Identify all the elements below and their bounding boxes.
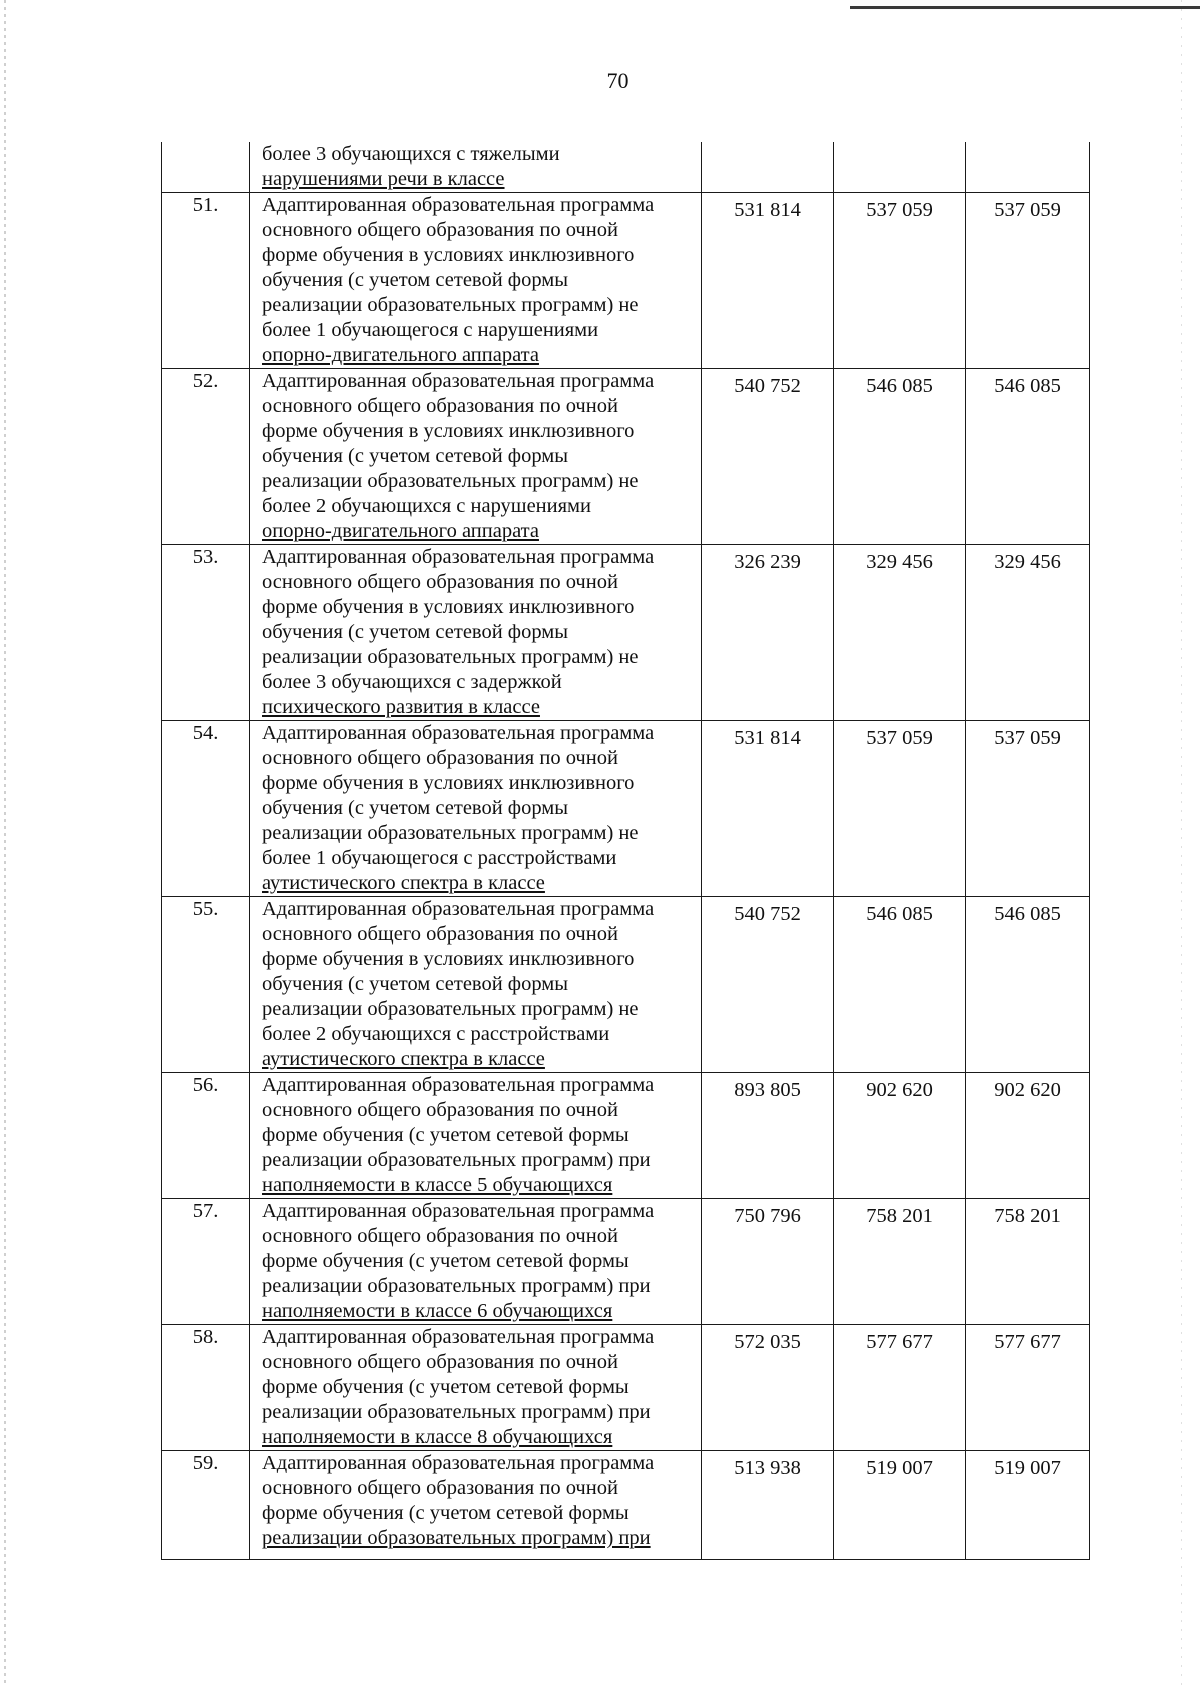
description-line: реализации образовательных программ) при (262, 1401, 651, 1423)
value-year-2: 902 620 (834, 1073, 966, 1199)
value-year-2 (834, 142, 966, 193)
scan-edge-right (1181, 0, 1182, 1686)
description-line: обучения (с учетом сетевой формы (262, 797, 569, 819)
description-line: Адаптированная образовательная программа (262, 194, 655, 216)
row-number: 51. (162, 193, 250, 369)
description-line: основного общего образования по очной (262, 1099, 618, 1121)
description-line: реализации образовательных программ) при (262, 1149, 651, 1171)
description-line: форме обучения (с учетом сетевой формы (262, 1250, 629, 1272)
value-year-1 (702, 142, 834, 193)
description-line: наполняемости в классе 6 обучающихся (262, 1300, 613, 1322)
table-row (162, 1073, 1090, 1199)
value-year-2: 519 007 (834, 1451, 966, 1560)
value-year-1: 540 752 (702, 897, 834, 1073)
description-line: нарушениями речи в классе (262, 168, 505, 190)
description-line: основного общего образования по очной (262, 395, 618, 417)
description-line: опорно-двигательного аппарата (262, 344, 539, 366)
value-year-2: 329 456 (834, 545, 966, 721)
description-line: более 1 обучающегося с нарушениями (262, 319, 599, 341)
row-number: 54. (162, 721, 250, 897)
program-description (250, 1073, 702, 1199)
description-line: более 2 обучающихся с нарушениями (262, 495, 592, 517)
program-description (250, 1451, 702, 1560)
table-row (162, 142, 1090, 193)
description-line: реализации образовательных программ) не (262, 646, 639, 668)
program-description (250, 545, 702, 721)
value-year-2: 537 059 (834, 721, 966, 897)
description-line: основного общего образования по очной (262, 1225, 618, 1247)
program-description (250, 721, 702, 897)
value-year-2: 546 085 (834, 897, 966, 1073)
table-row (162, 545, 1090, 721)
value-year-3: 546 085 (966, 897, 1090, 1073)
description-line: реализации образовательных программ) при (262, 1527, 651, 1549)
description-line: основного общего образования по очной (262, 747, 618, 769)
value-year-2: 546 085 (834, 369, 966, 545)
description-line: наполняемости в классе 8 обучающихся (262, 1426, 613, 1448)
description-line: реализации образовательных программ) не (262, 998, 639, 1020)
value-year-3: 902 620 (966, 1073, 1090, 1199)
description-line: психического развития в классе (262, 696, 540, 718)
value-year-3 (966, 142, 1090, 193)
description-line: обучения (с учетом сетевой формы (262, 445, 569, 467)
description-line: форме обучения (с учетом сетевой формы (262, 1502, 629, 1524)
description-line: реализации образовательных программ) не (262, 470, 639, 492)
value-year-1: 750 796 (702, 1199, 834, 1325)
value-year-1: 531 814 (702, 193, 834, 369)
description-line: Адаптированная образовательная программа (262, 898, 655, 920)
description-line: более 3 обучающихся с тяжелыми (262, 143, 560, 165)
description-line: основного общего образования по очной (262, 1351, 618, 1373)
description-line: аутистического спектра в классе (262, 1048, 545, 1070)
description-line: форме обучения в условиях инклюзивного (262, 244, 635, 266)
row-number: 59. (162, 1451, 250, 1560)
row-number: 55. (162, 897, 250, 1073)
description-line: опорно-двигательного аппарата (262, 520, 539, 542)
value-year-3: 758 201 (966, 1199, 1090, 1325)
value-year-2: 537 059 (834, 193, 966, 369)
program-description (250, 142, 702, 193)
page-number: 70 (606, 68, 629, 93)
value-year-3: 537 059 (966, 193, 1090, 369)
description-line: наполняемости в классе 5 обучающихся (262, 1174, 613, 1196)
row-number: 57. (162, 1199, 250, 1325)
description-line: Адаптированная образовательная программа (262, 1074, 655, 1096)
scan-edge-top (850, 6, 1200, 9)
value-year-1: 513 938 (702, 1451, 834, 1560)
tariff-table (161, 142, 1090, 1560)
value-year-1: 893 805 (702, 1073, 834, 1199)
program-description (250, 897, 702, 1073)
table-row (162, 369, 1090, 545)
description-line: Адаптированная образовательная программа (262, 722, 655, 744)
description-line: форме обучения в условиях инклюзивного (262, 772, 635, 794)
value-year-3: 577 677 (966, 1325, 1090, 1451)
value-year-1: 531 814 (702, 721, 834, 897)
program-description (250, 369, 702, 545)
description-line: обучения (с учетом сетевой формы (262, 269, 569, 291)
description-line: более 3 обучающихся с задержкой (262, 671, 562, 693)
description-line: Адаптированная образовательная программа (262, 1326, 655, 1348)
scan-edge-left (4, 0, 6, 1686)
description-line: более 2 обучающихся с расстройствами (262, 1023, 610, 1045)
description-line: реализации образовательных программ) не (262, 294, 639, 316)
description-line: Адаптированная образовательная программа (262, 1200, 655, 1222)
table-row (162, 1451, 1090, 1560)
value-year-3: 546 085 (966, 369, 1090, 545)
description-line: Адаптированная образовательная программа (262, 1452, 655, 1474)
value-year-1: 326 239 (702, 545, 834, 721)
value-year-1: 540 752 (702, 369, 834, 545)
program-description (250, 1325, 702, 1451)
value-year-3: 519 007 (966, 1451, 1090, 1560)
value-year-3: 537 059 (966, 721, 1090, 897)
description-line: Адаптированная образовательная программа (262, 370, 655, 392)
value-year-2: 577 677 (834, 1325, 966, 1451)
description-line: основного общего образования по очной (262, 1477, 618, 1499)
program-description (250, 193, 702, 369)
description-line: основного общего образования по очной (262, 923, 618, 945)
row-number (162, 142, 250, 193)
program-description (250, 1199, 702, 1325)
description-line: форме обучения (с учетом сетевой формы (262, 1376, 629, 1398)
row-number: 56. (162, 1073, 250, 1199)
row-number: 52. (162, 369, 250, 545)
table-row (162, 193, 1090, 369)
row-number: 53. (162, 545, 250, 721)
description-line: форме обучения (с учетом сетевой формы (262, 1124, 629, 1146)
value-year-1: 572 035 (702, 1325, 834, 1451)
description-line: форме обучения в условиях инклюзивного (262, 420, 635, 442)
description-line: основного общего образования по очной (262, 219, 618, 241)
description-line: основного общего образования по очной (262, 571, 618, 593)
table-row (162, 1199, 1090, 1325)
description-line: более 1 обучающегося с расстройствами (262, 847, 617, 869)
description-line: аутистического спектра в классе (262, 872, 545, 894)
description-line: обучения (с учетом сетевой формы (262, 973, 569, 995)
description-line: Адаптированная образовательная программа (262, 546, 655, 568)
description-line: реализации образовательных программ) не (262, 822, 639, 844)
row-number: 58. (162, 1325, 250, 1451)
table-row (162, 1325, 1090, 1451)
description-line: обучения (с учетом сетевой формы (262, 621, 569, 643)
description-line: реализации образовательных программ) при (262, 1275, 651, 1297)
value-year-2: 758 201 (834, 1199, 966, 1325)
table-row (162, 897, 1090, 1073)
description-line: форме обучения в условиях инклюзивного (262, 948, 635, 970)
description-line: форме обучения в условиях инклюзивного (262, 596, 635, 618)
table-row (162, 721, 1090, 897)
value-year-3: 329 456 (966, 545, 1090, 721)
table-body (162, 142, 1090, 1560)
